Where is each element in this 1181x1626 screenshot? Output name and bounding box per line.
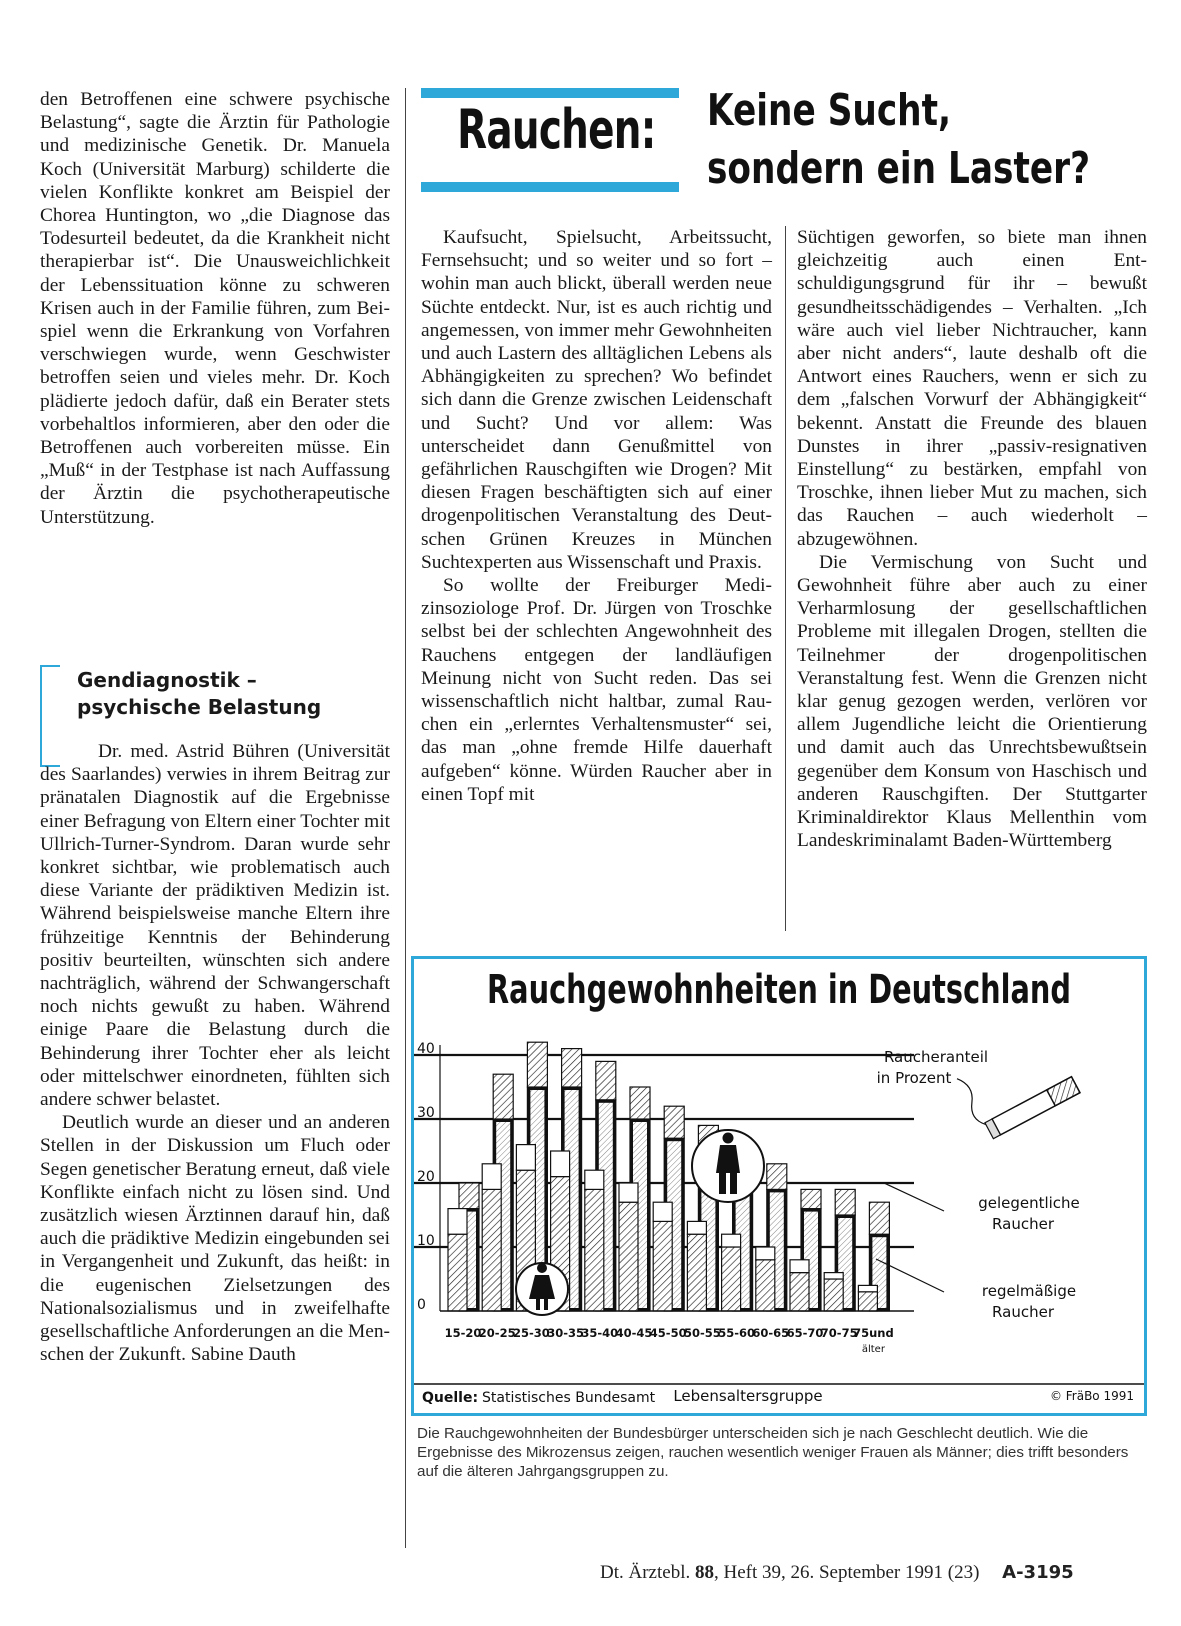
figure-caption: Die Rauchgewohnheiten der Bundesbürger unterscheiden sich je nach Geschlecht deutlich. Wie die Ergebnisse des Mikrozensus zeigen, rauchen wesentlich weniger Frauen als Männer; dies trifft besonders auf die älteren Jahrgangsgruppen zu. (417, 1425, 1129, 1480)
page-footer (600, 1562, 1147, 1584)
x-tick-label: 40-45 (615, 1326, 653, 1340)
main-paragraph-3: Süchtigen geworfen, so biete man ihnen gleichzeitig auch einen Entschuldigungsgrund für ihr – bewußt gesundheitsschädigendes – Verhalten. „Ich wäre auch viel lieber Nichtraucher, kann aber nicht anders“, laute deshalb oft die Antwort eines Rauchers, wenn er sich zu dem „falschen Vorwurf der Abhängigkeit“ bekennt. Anstatt die Freunde des blauen Dunstes in ihrer „passiv-resignativen Einstellung“ zu bestärken, empfahl von Troschke, ihnen lieber Mut zu machen, sich das Rauchen – auch wiederholt – abzugewöhnen. (797, 227, 1147, 550)
bar-female-regular (824, 1279, 843, 1311)
bar-female-regular (585, 1189, 604, 1311)
legend-occasional-line-1: gelegentliche (978, 1194, 1080, 1212)
x-tick-label: 15-20 (444, 1326, 482, 1340)
bar-female-regular (790, 1273, 809, 1311)
main-paragraph-2: So wollte der Freiburger Medizinsoziologe Prof. Dr. Jürgen von Troschke selbst bei der schlechten Angewohnheit des Rauchens entgegen der landläufigen Meinung nicht von Sucht reden. Das sei wissenschaftlich nicht haltbar, zumal Rauchen ein „erlerntes Verhaltensmuster“ sei, das man „ohne fremde Hilfe dauerhaft aufgeben“ könne. Würden Raucher aber in einen Topf mit (421, 575, 772, 805)
legend-regular-line-2: Raucher (992, 1303, 1054, 1321)
bar-male-occasional (493, 1074, 513, 1119)
main-article-col-2 (421, 226, 772, 806)
female-figure-icon (516, 1263, 568, 1315)
left-paragraph-2: Dr. med. Astrid Bühren (Universität des Saarlandes) verwies in ihrem Beitrag zur pränatalen Diagnostik auf die Ergebnisse einer Befragung von Eltern einer Tochter mit Ullrich-Turner-Syndrom. Daran wurde sehr konkret sichtbar, wie problematisch auch diese Variante der prädiktiven Medizin ist. Während beispielsweise manche Eltern ihre frühzeitige Kenntnis der Behinderung positiv beurteilten, wünschten sich andere nachträglich, während der Schwangerschaft noch nichts gewußt zu haben. Während einige Paare die Belastung durch die Behinderung ihrer Tochter eher als leicht oder mittelschwer einordneten, fühlten sich andere schwer belastet. (40, 741, 390, 1111)
bar-female-occasional (653, 1202, 672, 1221)
bar-male-occasional (527, 1042, 547, 1087)
x-tick-label: 75und (853, 1326, 894, 1340)
legend-regular-line-1: regelmäßige (981, 1282, 1077, 1300)
main-paragraph-4: Die Vermischung von Sucht und Gewohnheit führe aber auch zu einer Verharmlosung der gesellschaftlichen Probleme mit illegalen Drogen, stellten die Teilnehmer der drogenpolitischen Veranstaltung fest. Wenn die Grenzen nicht klar genug gezogen werden, verlören vor allem Jugendliche leicht die Orientierung und damit auch das Unrechtsbewußtsein gegenüber dem Konsum von Haschisch und anderen Rauschgiften. Der Stuttgarter Kriminaldirektor Klaus Mellenthin vom Landeskriminalamt Baden-Württemberg (797, 551, 1147, 852)
y-axis-label-1: Raucheranteil (883, 1048, 989, 1066)
y-tick-label: 40 (417, 1041, 435, 1057)
left-paragraph-1: den Betroffenen eine schwere psychische Belastung“, sagte die Ärztin für Pathologie und medizinische Genetik. Dr. Manuela Koch (Universität Marburg) schilderte die vielen Konflikte konkret am Beispiel der Chorea Huntington, wo „die Diagnose das Todesurteil bedeutet, da die Krankheit nicht therapierbar ist“. Die Unausweichlichkeit der Lebenssituation könne zu schweren Krisen auch in der Familie führen, zum Beispiel wenn die Erkrankung von Vorfahren verschwiegen wurde, wenn Geschwister betroffen seien und vieles mehr. Dr. Koch plädierte jedoch dafür, daß ein Berater stets vorbehaltlos informieren, aber den oder die Betroffenen auch vorbereiten müsse. Ein „Muß“ in der Testphase ist nach Auffassung der Ärztin die psychotherapeutische Unterstützung. (40, 89, 390, 528)
x-tick-label: 55-60 (718, 1326, 755, 1340)
left-article-top (40, 88, 390, 529)
y-tick-label: 10 (417, 1233, 435, 1249)
x-tick-label: 35-40 (581, 1326, 619, 1340)
bar-male-occasional (767, 1164, 787, 1190)
bar-female-regular (722, 1247, 741, 1311)
bar-female-regular (687, 1234, 706, 1311)
y-tick-label: 30 (417, 1105, 435, 1121)
bar-male-occasional (835, 1189, 855, 1215)
bar-male-occasional (801, 1189, 821, 1208)
footer-page: A-3195 (1002, 1562, 1074, 1583)
bar-female-occasional (722, 1234, 741, 1247)
bar-male-occasional (664, 1106, 684, 1138)
x-tick-label: 70-75 (820, 1326, 858, 1340)
main-article-col-3 (797, 226, 1147, 852)
bar-female-occasional (448, 1209, 467, 1235)
headline-kicker-text: Rauchen: (457, 98, 656, 161)
column-rule (405, 88, 406, 1548)
x-tick-sublabel: älter (861, 1344, 885, 1355)
x-tick-label: 25-30 (513, 1326, 550, 1340)
source-label: Quelle: (422, 1390, 479, 1406)
headline-bar-bottom (421, 182, 679, 192)
x-tick-label: 45-50 (649, 1326, 687, 1340)
column-rule-2 (785, 226, 786, 931)
source: Statistisches Bundesamt (482, 1390, 656, 1406)
bar-female-occasional (756, 1247, 775, 1260)
bar-female-occasional (551, 1151, 570, 1177)
bar-male-occasional (869, 1202, 889, 1234)
headline-bar-top (421, 88, 679, 98)
bar-male-occasional (562, 1049, 582, 1087)
legend-occasional-line-2: Raucher (992, 1215, 1054, 1233)
subheading-text (77, 667, 321, 721)
bar-female-occasional (687, 1221, 706, 1234)
headline (707, 82, 1147, 198)
bar-female-occasional (585, 1170, 604, 1189)
smoking-chart (411, 956, 1147, 1416)
chart-title: Rauchgewohnheiten in Deutschland (486, 967, 1072, 1014)
male-figure-icon (692, 1130, 764, 1202)
y-tick-label: 0 (417, 1297, 426, 1313)
bar-male-occasional (459, 1183, 479, 1209)
footer-volume: 88 (694, 1562, 714, 1583)
bar-female-regular (482, 1189, 501, 1311)
headline-line-2: sondern ein Laster? (707, 143, 1090, 194)
bar-female-regular (858, 1292, 877, 1311)
chart-canvas (414, 959, 1144, 1413)
bar-female-occasional (619, 1183, 638, 1202)
bar-male-occasional (596, 1061, 616, 1099)
bar-female-occasional (858, 1285, 877, 1291)
x-tick-label: 60-65 (752, 1326, 790, 1340)
headline-line-1: Keine Sucht, (707, 85, 952, 136)
subheading-line-1: Gendiagnostik – (77, 668, 257, 692)
copyright: © FräBo 1991 (1049, 1389, 1134, 1403)
x-tick-label: 20-25 (478, 1326, 516, 1340)
x-tick-label: 30-35 (547, 1326, 584, 1340)
bar-female-regular (619, 1202, 638, 1311)
bar-female-regular (756, 1260, 775, 1311)
main-paragraph-1: Kaufsucht, Spielsucht, Arbeitssucht, Fernsehsucht; und so weiter und so fort – wohin man auch blickt, überall werden neue Süchte entdeckt. Nur, ist es auch richtig und angemessen, von immer mehr Gewohnheiten und auch Lastern des alltäglichen Lebens als Abhängigkeiten zu sprechen? Wo befindet sich dann die Grenze zwischen Leidenschaft und Sucht? Und vor allem: Was unterscheidet dann Genußmittel von gefährlichen Rauschgiften wie Drogen? Mit diesen Fragen beschäftigten sich auf einer drogenpolitischen Veranstaltung des Deutschen Grünen Kreuzes in München Suchtexperten aus Wissenschaft und Praxis. (421, 227, 772, 573)
bar-female-occasional (516, 1145, 535, 1171)
y-tick-label: 20 (417, 1169, 435, 1185)
bar-female-occasional (790, 1260, 809, 1273)
legend-pointer-occasional (884, 1183, 944, 1211)
left-article-bottom (40, 740, 390, 1366)
subheading-line-2: psychische Belastung (77, 695, 322, 719)
x-axis-label: Lebensaltersgruppe (673, 1387, 823, 1405)
bar-female-regular (448, 1234, 467, 1311)
x-tick-label: 50-55 (684, 1326, 721, 1340)
subheading (40, 665, 390, 740)
y-axis-label-2: in Prozent (876, 1069, 952, 1087)
headline-kicker (421, 88, 679, 192)
footer-journal: Dt. Ärztebl. (600, 1562, 691, 1583)
x-tick-label: 65-70 (786, 1326, 824, 1340)
bar-female-occasional (482, 1164, 501, 1190)
bar-male-occasional (630, 1087, 650, 1119)
footer-issue: , Heft 39, 26. September 1991 (23) (713, 1562, 980, 1583)
left-paragraph-3: Deutlich wurde an dieser und an anderen Stellen in der Diskussion um Fluch oder Segen genetischer Beratung erneut, daß viele Konflikte einfach nicht zu lösen sind. Und zusätzlich wiesen Ärztinnen darauf hin, daß auch die prädiktive Medizin eingebunden sei in Vergangenheit und Zukunft, das heißt: in die eugenischen Zielsetzungen des Nationalsozialismus und in zweifelhafte gesellschaftliche Anforderungen an die Menschen der Zukunft. Sabine Dauth (40, 1112, 390, 1366)
bar-female-regular (653, 1221, 672, 1311)
bar-female-occasional (824, 1273, 843, 1279)
